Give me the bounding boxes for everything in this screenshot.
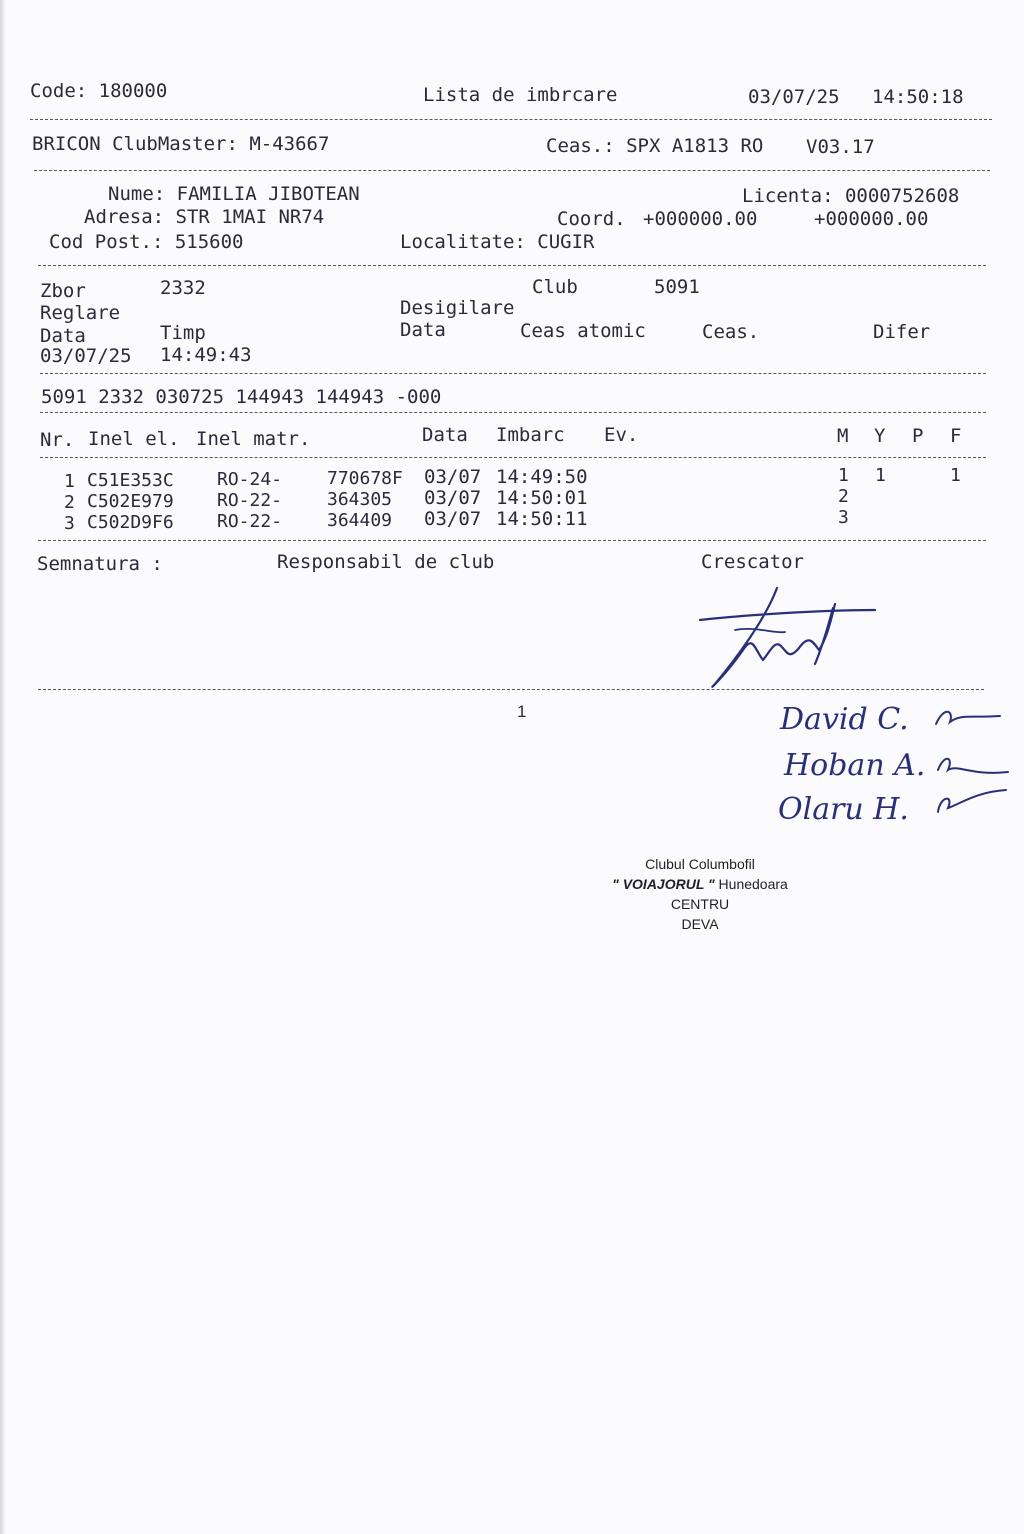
stamp-line-3: CENTRU	[670, 896, 730, 912]
row-m: 1	[838, 465, 849, 486]
row-imbarc: 14:49:50	[496, 466, 588, 488]
col-m: M	[837, 425, 849, 447]
clock-version: V03.17	[806, 136, 875, 158]
crescator-label: Crescator	[701, 551, 804, 573]
handwritten-name-2: Hoban A.	[784, 748, 926, 783]
reglare-timp-label: Timp	[160, 322, 206, 344]
row-inel-el: C502E979	[87, 491, 174, 512]
desigilare-data-label: Data	[400, 319, 446, 341]
responsabil-label: Responsabil de club	[277, 551, 495, 573]
divider	[38, 265, 986, 266]
col-p: P	[912, 425, 924, 447]
row-m: 3	[838, 507, 849, 528]
divider	[34, 170, 990, 171]
code-label: Code: 180000	[30, 80, 168, 102]
stamp-line-1: Clubul Columbofil	[645, 856, 755, 872]
difer-label: Difer	[873, 321, 931, 343]
stamp-line-2	[560, 874, 840, 894]
col-y: Y	[874, 425, 886, 447]
desigilare-label: Desigilare	[400, 297, 515, 319]
club-label: Club	[532, 276, 578, 298]
clubmaster-id: BRICON ClubMaster: M-43667	[32, 133, 330, 155]
row-inel-el: C51E353C	[87, 470, 174, 491]
reglare-date-value: 03/07/25	[40, 345, 132, 367]
col-imbarc: Imbarc	[496, 424, 565, 446]
header-time: 14:50:18	[872, 86, 964, 108]
row-f: 1	[950, 465, 961, 486]
zbor-value: 2332	[160, 277, 206, 299]
row-imbarc: 14:50:11	[496, 508, 588, 530]
col-ev: Ev.	[604, 424, 639, 446]
club-value: 5091	[654, 276, 700, 298]
stamp-city: Hunedoara	[718, 876, 788, 892]
row-nr: 3	[64, 513, 75, 534]
divider	[40, 457, 986, 458]
stamp-line-4: DEVA	[681, 916, 719, 932]
paper-edge	[0, 0, 6, 1534]
divider	[40, 373, 986, 374]
semnatura-label: Semnatura :	[37, 553, 163, 575]
zbor-label: Zbor	[40, 280, 86, 302]
divider	[38, 540, 986, 541]
summary-line: 5091 2332 030725 144943 144943 -000	[41, 386, 442, 408]
row-inel-prefix: RO-22-	[217, 511, 283, 532]
reglare-data-label: Data	[40, 325, 86, 347]
owner-address: Adresa: STR 1MAI NR74	[84, 206, 325, 228]
stamp-club-name: " VOIAJORUL "	[612, 876, 715, 892]
owner-license: Licenta: 0000752608	[742, 185, 960, 207]
reglare-label: Reglare	[40, 302, 121, 324]
col-nr: Nr.	[40, 429, 75, 451]
row-inel-num: 364305	[327, 489, 393, 510]
row-inel-num: 364409	[327, 510, 393, 531]
handwritten-name-3: Olaru H.	[778, 792, 909, 827]
coord-value-1: +000000.00	[643, 208, 758, 230]
clock-id: Ceas.: SPX A1813 RO	[546, 135, 764, 157]
row-m: 2	[838, 486, 849, 507]
reglare-time-value: 14:49:43	[160, 344, 252, 366]
coord-value-2: +000000.00	[814, 208, 929, 230]
row-inel-prefix: RO-22-	[217, 490, 283, 511]
row-nr: 2	[64, 492, 75, 513]
crescator-signature	[695, 580, 885, 692]
col-f: F	[950, 425, 962, 447]
row-data: 03/07	[424, 487, 482, 509]
header-date: 03/07/25	[748, 86, 840, 108]
row-data: 03/07	[424, 508, 482, 530]
coord-label: Coord.	[557, 208, 626, 230]
initials-marks	[930, 700, 1010, 830]
postal-code: Cod Post.: 515600	[49, 231, 244, 253]
row-inel-prefix: RO-24-	[217, 469, 283, 490]
document-title: Lista de imbrcare	[423, 84, 618, 106]
row-nr: 1	[64, 471, 75, 492]
ceas-atomic-label: Ceas atomic	[520, 320, 646, 342]
page-number: 1	[517, 702, 527, 721]
row-inel-el: C502D9F6	[87, 512, 174, 533]
row-data: 03/07	[424, 466, 482, 488]
owner-name: Nume: FAMILIA JIBOTEAN	[108, 183, 360, 205]
divider	[38, 689, 984, 690]
ceas-label: Ceas.	[702, 321, 760, 343]
col-data: Data	[422, 424, 468, 446]
row-inel-num: 770678F	[327, 468, 403, 489]
handwritten-name-1: David C.	[780, 702, 909, 737]
club-stamp	[560, 854, 840, 934]
row-imbarc: 14:50:01	[496, 487, 588, 509]
col-inel-el: Inel el.	[88, 428, 180, 450]
divider	[30, 119, 992, 120]
row-y: 1	[875, 465, 886, 486]
col-inel-matr: Inel matr.	[196, 428, 311, 450]
divider	[40, 412, 986, 413]
locality: Localitate: CUGIR	[400, 231, 595, 253]
